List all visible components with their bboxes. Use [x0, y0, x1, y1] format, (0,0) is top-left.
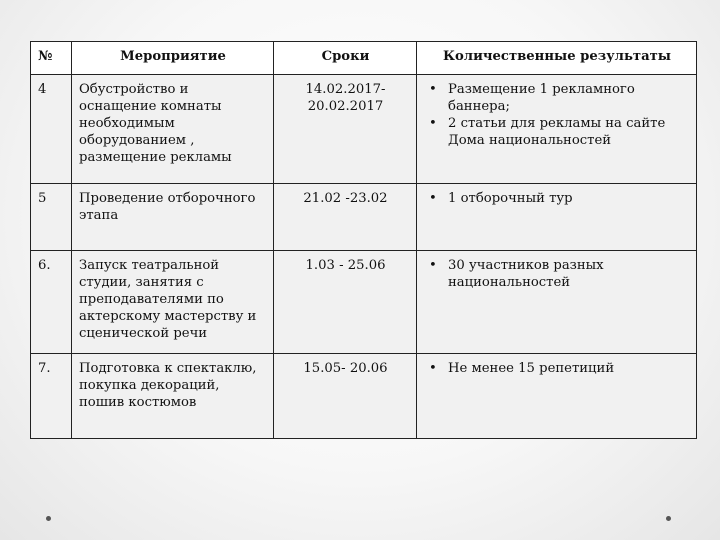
results-list [424, 360, 690, 377]
result-item: • 1 отборочный тур [448, 190, 690, 207]
table-row [31, 75, 697, 184]
row-event: Подготовка к спектаклю, покупка декораций, пошив костюмов [72, 354, 274, 439]
row-dates: 14.02.2017-20.02.2017 [274, 75, 417, 184]
row-number: 5 [31, 184, 72, 251]
results-list [424, 81, 690, 149]
results-list [424, 257, 690, 291]
slide-nav-dot-left [46, 516, 51, 521]
row-event: Проведение отборочного этапа [72, 184, 274, 251]
row-results [417, 251, 697, 354]
row-event: Запуск театральной студии, занятия с преподавателями по актерскому мастерству и сценической речи [72, 251, 274, 354]
results-list [424, 190, 690, 207]
header-event: Мероприятие [72, 42, 274, 75]
row-results [417, 354, 697, 439]
table-row [31, 354, 697, 439]
slide-nav-dot-right [666, 516, 671, 521]
result-item: • Не менее 15 репетиций [448, 360, 690, 377]
header-number: № [31, 42, 72, 75]
table-header-row [31, 42, 697, 75]
result-item: • Размещение 1 рекламного баннера; [448, 81, 690, 115]
result-item: • 30 участников разных национальностей [448, 257, 690, 291]
row-event: Обустройство и оснащение комнаты необходимым оборудованием , размещение рекламы [72, 75, 274, 184]
row-dates: 21.02 -23.02 [274, 184, 417, 251]
row-results [417, 184, 697, 251]
row-number: 6. [31, 251, 72, 354]
header-results: Количественные результаты [417, 42, 697, 75]
table-row [31, 184, 697, 251]
table-row [31, 251, 697, 354]
events-table [30, 41, 697, 439]
header-dates: Сроки [274, 42, 417, 75]
row-number: 4 [31, 75, 72, 184]
result-item: • 2 статьи для рекламы на сайте Дома национальностей [448, 115, 690, 149]
row-dates: 15.05- 20.06 [274, 354, 417, 439]
row-dates: 1.03 - 25.06 [274, 251, 417, 354]
row-results [417, 75, 697, 184]
row-number: 7. [31, 354, 72, 439]
